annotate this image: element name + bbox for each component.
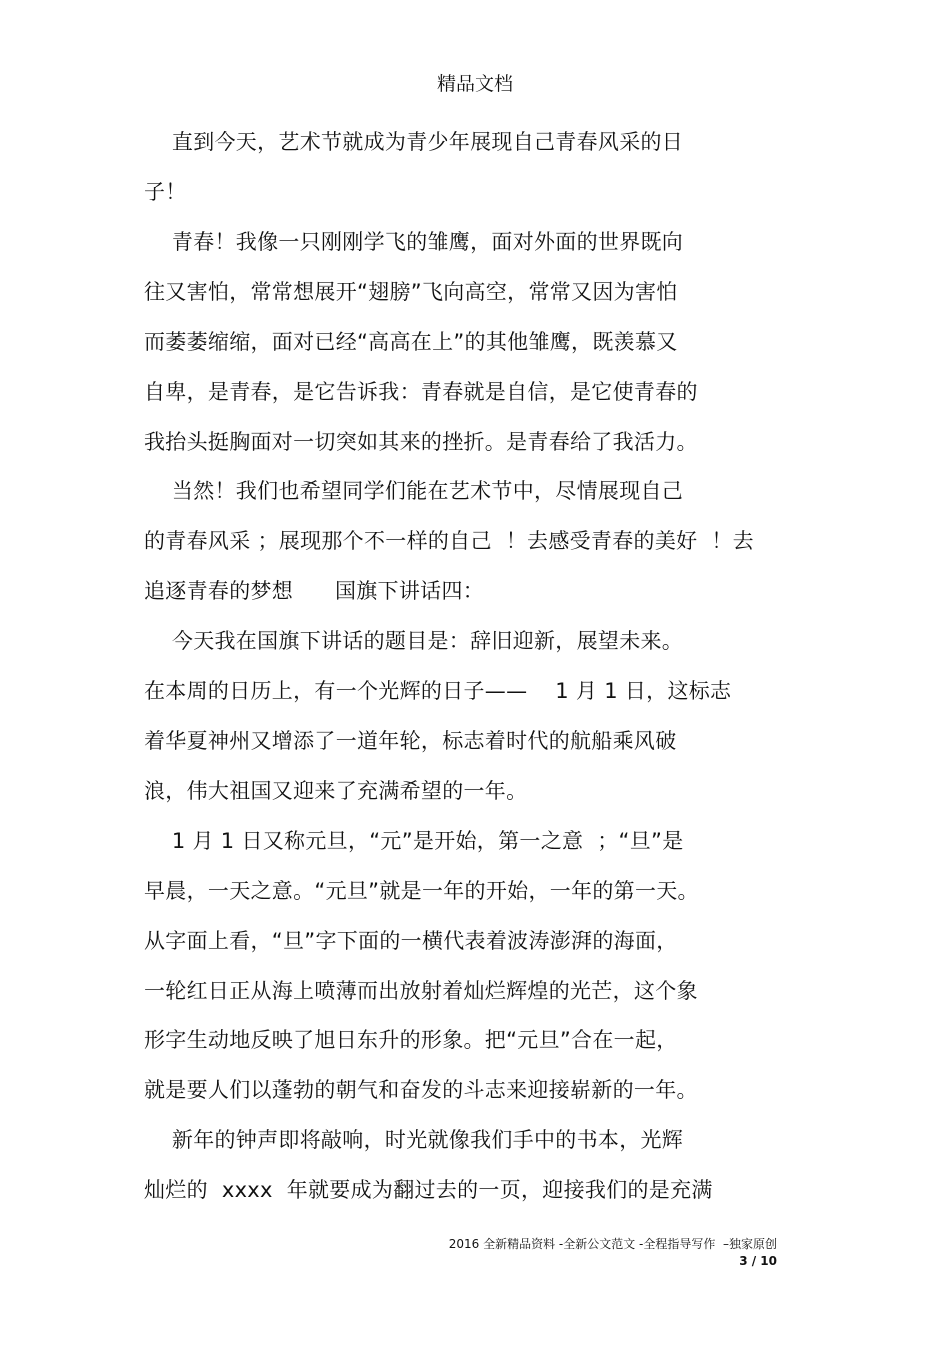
text-line: 今天我在国旗下讲话的题目是：辞旧迎新，展望未来。 [144,629,684,653]
text-line: 一轮红日正从海上喷薄而出放射着灿烂辉煌的光芒，这个象 [144,979,698,1003]
text-line: 1 月 1 日又称元旦，“元”是开始，第一之意 ；“旦”是 [144,829,684,853]
text-line: 就是要人们以蓬勃的朝气和奋发的斗志来迎接崭新的一年。 [144,1078,698,1102]
text-line: 直到今天，艺术节就成为青少年展现自己青春风采的日 [144,130,684,154]
text-line: 从字面上看，“旦”字下面的一横代表着波涛澎湃的海面， [144,929,678,953]
text-line: 子！ [144,180,187,204]
text-line: 我抬头挺胸面对一切突如其来的挫折。是青春给了我活力。 [144,430,698,454]
page-number: 3 / 10 [739,1254,777,1268]
footer-note: 2016 全新精品资料 -全新公文范文 -全程指导写作 –独家原创 [448,1237,777,1251]
text-line: 早晨，一天之意。“元旦”就是一年的开始，一年的第一天。 [144,879,699,903]
text-line: 往又害怕，常常想展开“翅膀”飞向高空，常常又因为害怕 [144,280,678,304]
text-line: 追逐青春的梦想 国旗下讲话四： [144,579,485,603]
text-line: 新年的钟声即将敲响，时光就像我们手中的书本，光辉 [144,1128,684,1152]
text-line: 自卑，是青春，是它告诉我：青春就是自信，是它使青春的 [144,380,698,404]
text-line: 当然！我们也希望同学们能在艺术节中，尽情展现自己 [144,479,684,503]
text-line: 着华夏神州又增添了一道年轮，标志着时代的航船乘风破 [144,729,677,753]
text-line: 浪，伟大祖国又迎来了充满希望的一年。 [144,779,528,803]
text-line: 灿烂的 xxxx 年就要成为翻过去的一页，迎接我们的是充满 [144,1178,713,1202]
text-line: 形字生动地反映了旭日东升的形象。把“元旦”合在一起， [144,1028,678,1052]
text-line: 而萎萎缩缩，面对已经“高高在上”的其他雏鹰，既羡慕又 [144,330,678,354]
page-header: 精品文档 [436,73,513,95]
text-line: 在本周的日历上，有一个光辉的日子—— 1 月 1 日，这标志 [144,679,732,703]
text-line: 的青春风采 ；展现那个不一样的自己 ！去感受青春的美好 ！去 [144,529,754,553]
text-line: 青春！我像一只刚刚学飞的雏鹰，面对外面的世界既向 [144,230,684,254]
